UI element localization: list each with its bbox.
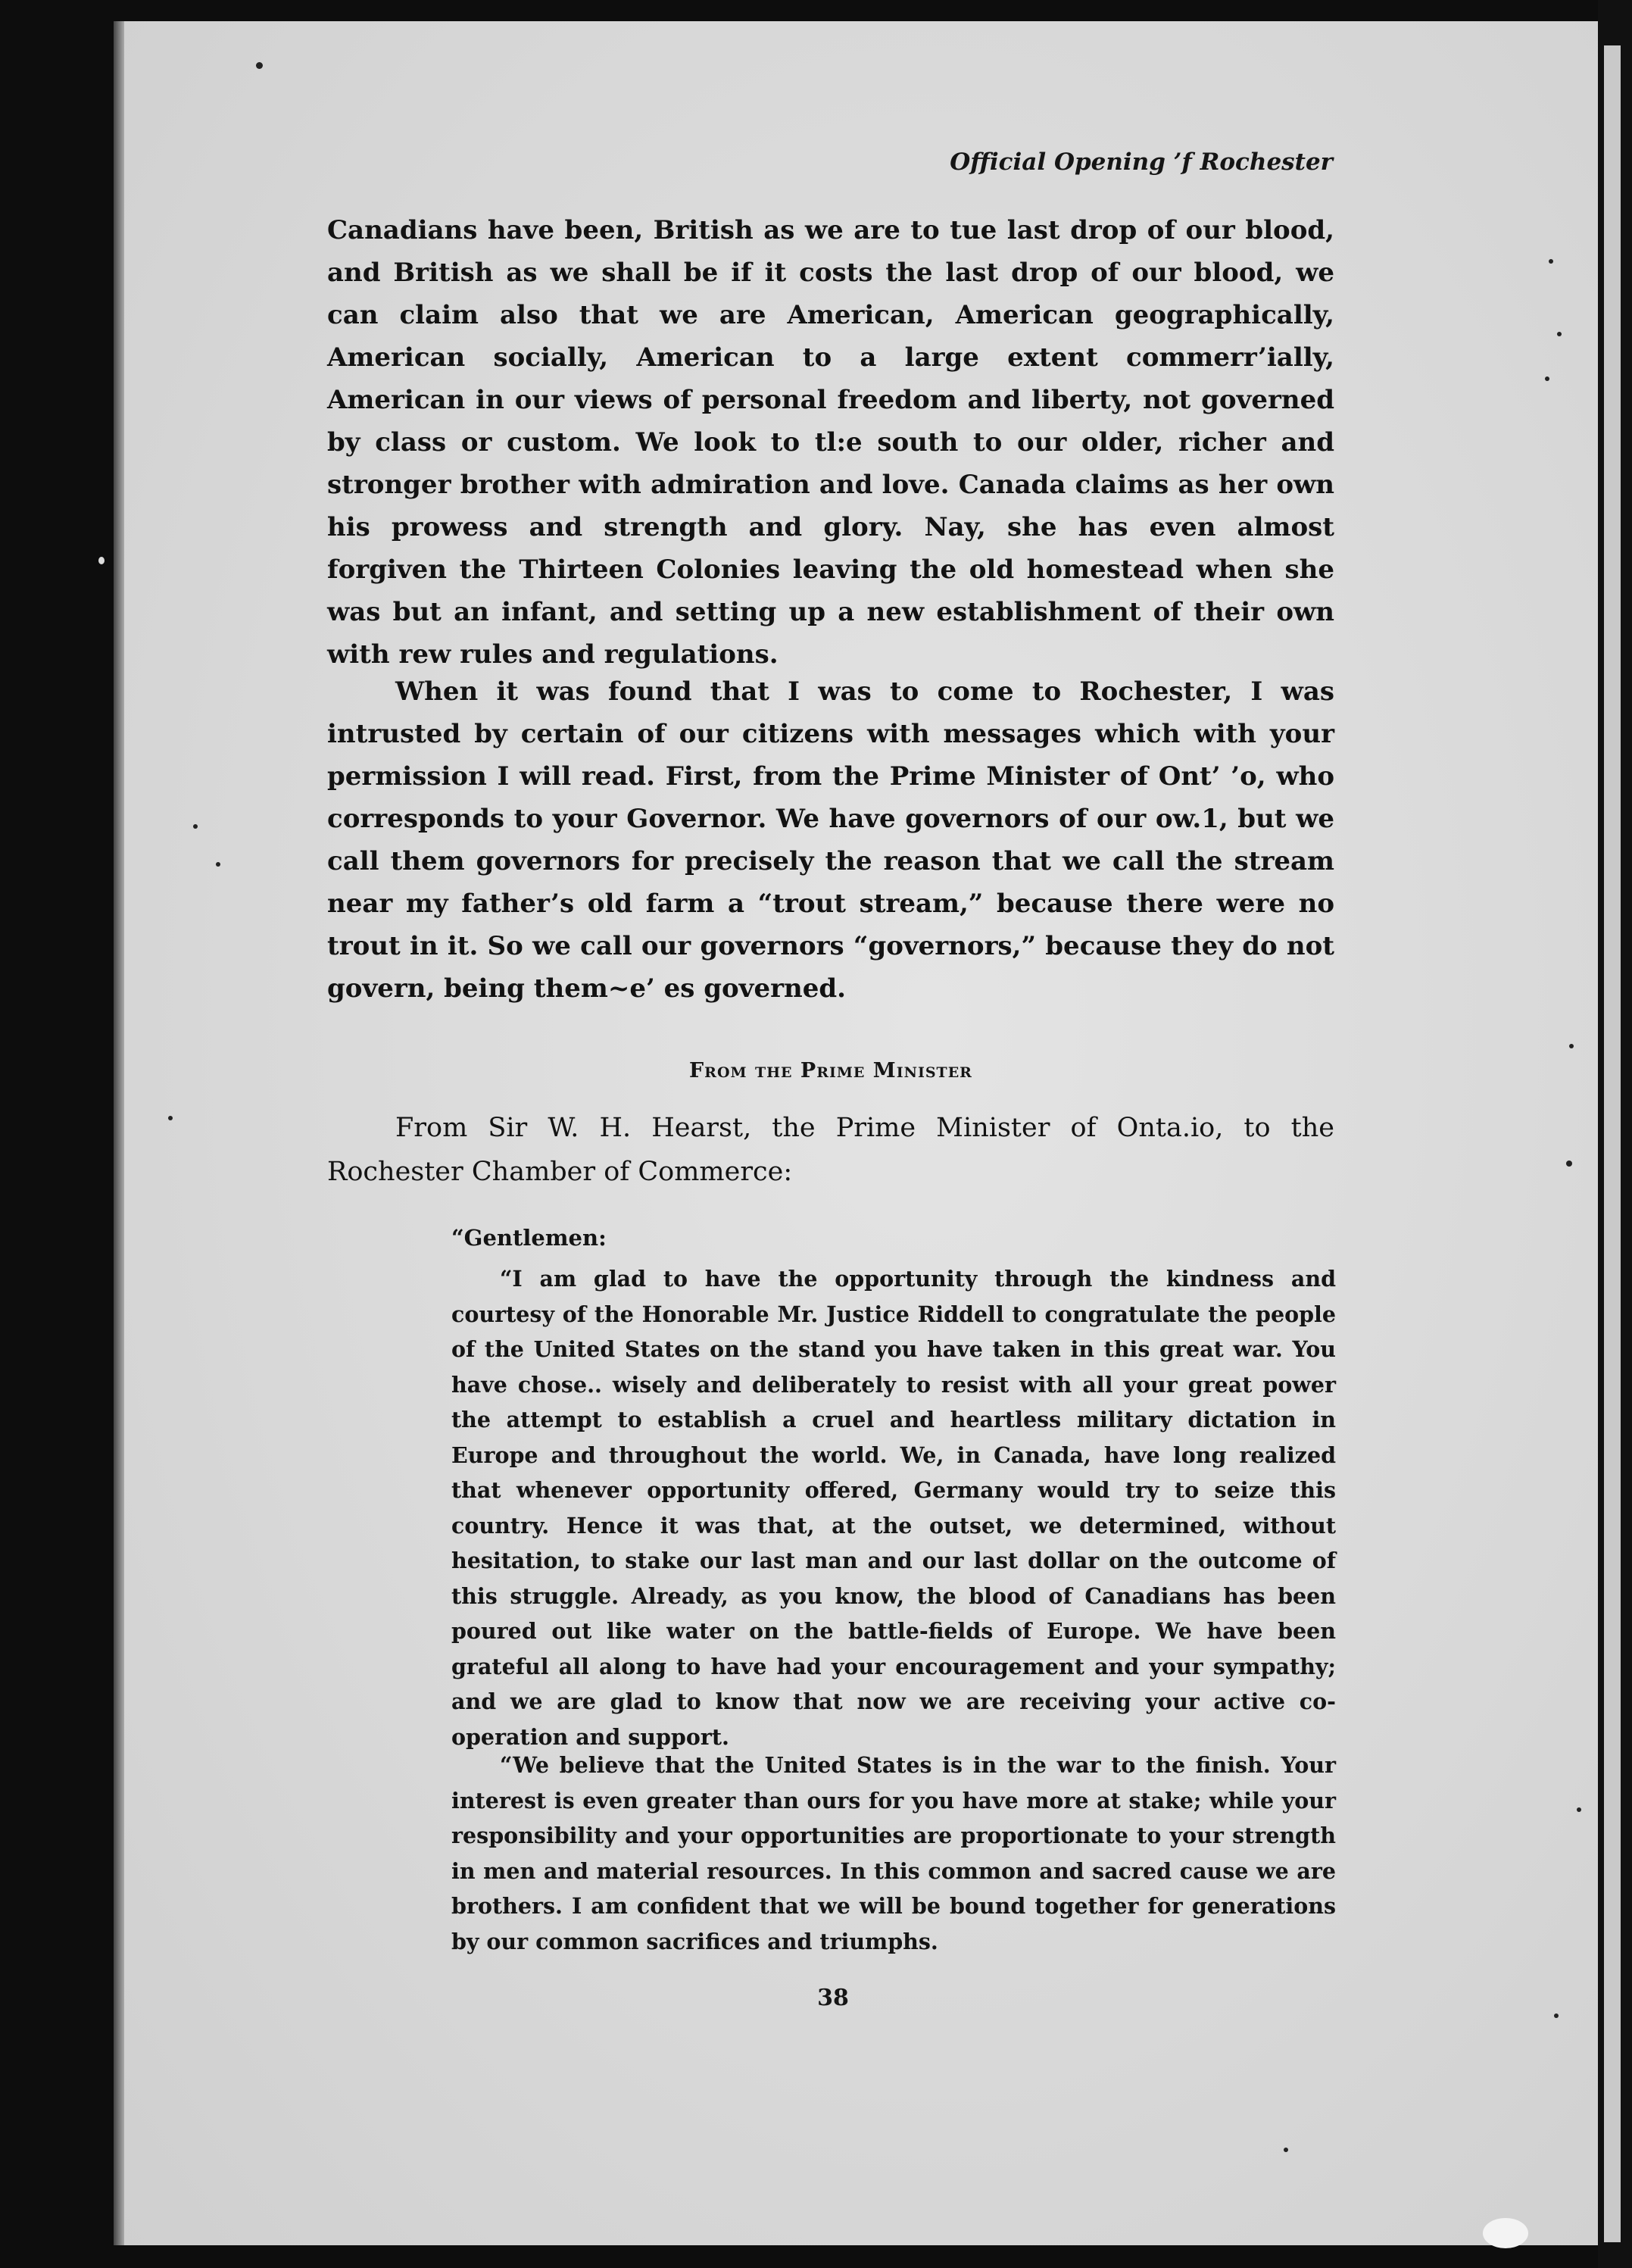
scan-speck — [1569, 1044, 1574, 1048]
body-paragraph: Canadians have been, British as we are to tue last drop of our blood, and British as we shall be if it costs the last drop of our blood, we can claim also that we are American, American geographically, American socially, American to a large extent commerr’ially, American in our views of personal freedom and liberty, not governed by class or custom. We look to tl:e south to our older, richer and stronger brother with admiration and love. Canada claims as her own his prowess and strength and glory. Nay, she has even almost forgiven the Thirteen Colonies leaving the old homestead when she was but an infant, and setting up a new establishment of their own with rew rules and regulations. — [327, 215, 1334, 670]
scan-speck — [216, 862, 220, 867]
scan-speck — [1284, 2148, 1288, 2152]
scan-speck — [256, 62, 263, 69]
letter-paragraph: “We believe that the United States is in the war to the finish. Your interest is even greater than ours for you have more at stake; while your responsibility and your opportunities are proportionate to your strength in men and material resources. In this common and sacred cause we are brothers. I am confident that we will be bound together for generations by our common sacrifices and triumphs. — [451, 1752, 1336, 1954]
page-gutter-shadow — [114, 21, 124, 2245]
scan-speck — [1557, 332, 1562, 336]
letter-intro: From Sir W. H. Hearst, the Prime Minister of Onta.io, to the Rochester Chamber of Commerce: — [327, 1113, 1334, 1187]
page-number: 38 — [817, 1985, 849, 2011]
scan-speck — [1566, 1161, 1572, 1167]
letter-paragraph: “I am glad to have the opportunity through the kindness and courtesy of the Honorable Mr. Justice Riddell to congratulate the people of the United States on the stand you have taken in this great war. You have chose.. wisely and deliberately to resist with all your great power the attempt to establish a cruel and heartless military dictation in Europe and throughout the world. We, in Canada, have long realized that whenever opportunity offered, Germany would try to seize this country. Hence it was that, at the outset, we determined, without hesitation, to stake our last man and our last dollar on the outcome of this struggle. Already, as you know, the blood of Canadians has been poured out like water on the battle-fields of Europe. We have been grateful all along to have had your encouragement and your sympathy; and we are glad to know that now we are receiving your active co-operation and support. — [451, 1266, 1336, 1750]
scan-speck — [1577, 1807, 1581, 1812]
scan-speck — [98, 557, 105, 564]
scan-speck — [168, 1116, 173, 1120]
scan-speck — [193, 824, 198, 829]
scan-speck — [1549, 259, 1553, 264]
letter-salutation: “Gentlemen: — [451, 1225, 607, 1251]
scan-speck — [1545, 376, 1549, 381]
running-head: Official Opening ’f Rochester — [950, 148, 1333, 176]
scan-glare — [1483, 2218, 1528, 2248]
body-paragraph: When it was found that I was to come to Rochester, I was intrusted by certain of our citizens with messages which with your permission I will read. First, from the Prime Minister of Ont’ ’o, who corresponds to your Governor. We have governors of our ow.1, but we call them governors for precisely the reason that we call the stream near my father’s old farm a “trout stream,” because there were no trout in it. So we call our governors “governors,” because they do not govern, being them~e’ es governed. — [327, 676, 1334, 1004]
scan-speck — [1554, 2013, 1559, 2018]
section-heading: From the Prime Minister — [689, 1059, 972, 1082]
adjacent-page-edge — [1604, 45, 1621, 2242]
